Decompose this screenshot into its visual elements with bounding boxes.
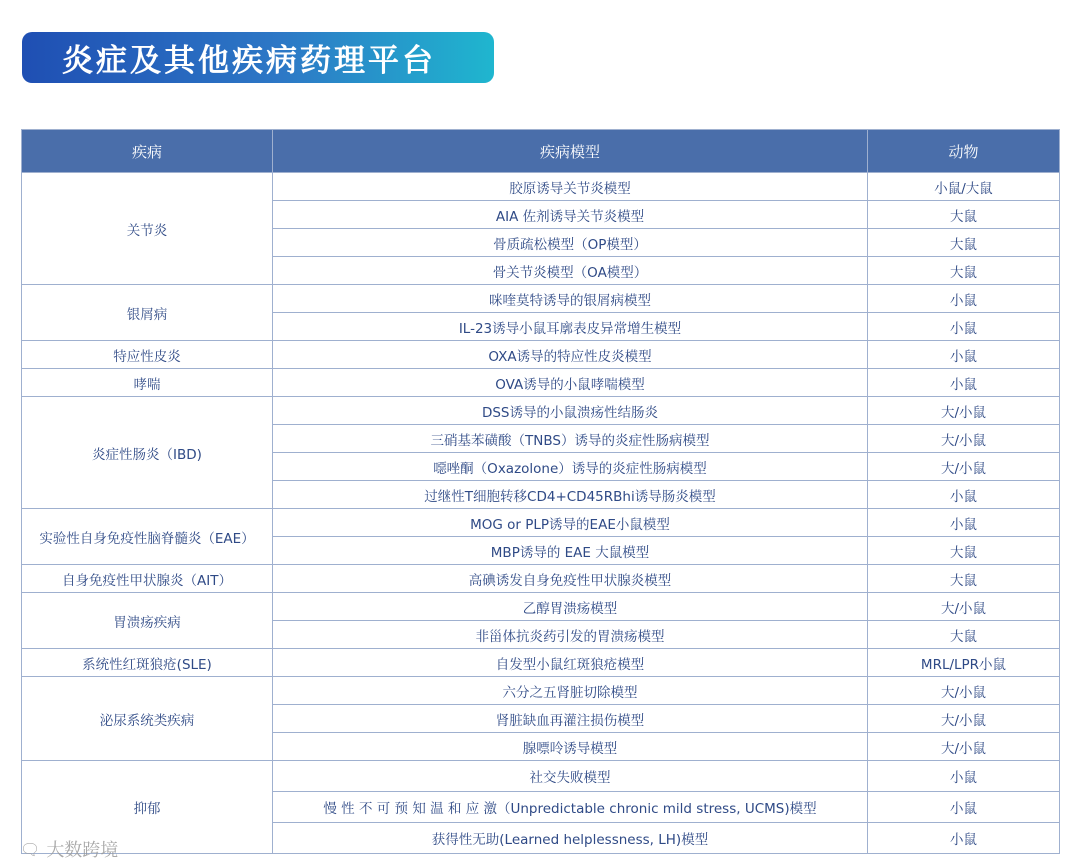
disease-cell: 自身免疫性甲状腺炎（AIT）	[22, 565, 273, 593]
disease-cell: 系统性红斑狼疮(SLE)	[22, 649, 273, 677]
animal-cell: 小鼠	[868, 761, 1060, 792]
disease-cell: 实验性自身免疫性脑脊髓炎（EAE）	[22, 509, 273, 565]
model-cell: 骨关节炎模型（OA模型）	[273, 257, 868, 285]
model-cell: OVA诱导的小鼠哮喘模型	[273, 369, 868, 397]
header-disease: 疾病	[22, 130, 273, 173]
model-cell: 过继性T细胞转移CD4+CD45RBhi诱导肠炎模型	[273, 481, 868, 509]
animal-cell: 大鼠	[868, 229, 1060, 257]
model-cell: 三硝基苯磺酸（TNBS）诱导的炎症性肠病模型	[273, 425, 868, 453]
table-row	[22, 761, 1060, 792]
animal-cell: 大鼠	[868, 257, 1060, 285]
table-row	[22, 593, 1060, 621]
animal-cell: 大鼠	[868, 565, 1060, 593]
watermark-text: 大数跨境	[46, 840, 119, 861]
table-header-row	[22, 130, 1060, 173]
table-row	[22, 565, 1060, 593]
pharmacology-table	[21, 129, 1060, 854]
animal-cell: 小鼠/大鼠	[868, 173, 1060, 201]
chat-bubble-icon: 🗨	[20, 839, 41, 859]
model-cell: 噁唑酮（Oxazolone）诱导的炎症性肠病模型	[273, 453, 868, 481]
model-cell: 腺嘌呤诱导模型	[273, 733, 868, 761]
animal-cell: 小鼠	[868, 509, 1060, 537]
animal-cell: 小鼠	[868, 369, 1060, 397]
animal-cell: 大鼠	[868, 621, 1060, 649]
model-cell: 肾脏缺血再灌注损伤模型	[273, 705, 868, 733]
animal-cell: 小鼠	[868, 481, 1060, 509]
model-cell: 六分之五肾脏切除模型	[273, 677, 868, 705]
model-cell: MBP诱导的 EAE 大鼠模型	[273, 537, 868, 565]
page-title: 炎症及其他疾病药理平台	[62, 43, 436, 79]
table-row	[22, 397, 1060, 425]
animal-cell: MRL/LPR小鼠	[868, 649, 1060, 677]
model-cell: OXA诱导的特应性皮炎模型	[273, 341, 868, 369]
table-row	[22, 509, 1060, 537]
model-cell: DSS诱导的小鼠溃疡性结肠炎	[273, 397, 868, 425]
animal-cell: 大鼠	[868, 537, 1060, 565]
model-cell: 骨质疏松模型（OP模型）	[273, 229, 868, 257]
table-row	[22, 677, 1060, 705]
model-cell: 自发型小鼠红斑狼疮模型	[273, 649, 868, 677]
model-cell: 慢 性 不 可 预 知 温 和 应 激（Unpredictable chronic mild stress, UCMS)模型	[273, 792, 868, 823]
model-cell: 乙醇胃溃疡模型	[273, 593, 868, 621]
disease-cell: 关节炎	[22, 173, 273, 285]
table-row	[22, 173, 1060, 201]
watermark	[20, 836, 118, 862]
animal-cell: 小鼠	[868, 792, 1060, 823]
model-cell: 获得性无助(Learned helplessness, LH)模型	[273, 823, 868, 854]
model-cell: AIA 佐剂诱导关节炎模型	[273, 201, 868, 229]
disease-cell: 胃溃疡疾病	[22, 593, 273, 649]
animal-cell: 大/小鼠	[868, 705, 1060, 733]
table-row	[22, 341, 1060, 369]
header-model: 疾病模型	[273, 130, 868, 173]
model-cell: 高碘诱发自身免疫性甲状腺炎模型	[273, 565, 868, 593]
animal-cell: 大/小鼠	[868, 677, 1060, 705]
header-animal: 动物	[868, 130, 1060, 173]
table-row	[22, 649, 1060, 677]
disease-cell: 哮喘	[22, 369, 273, 397]
animal-cell: 大/小鼠	[868, 733, 1060, 761]
model-cell: 咪喹莫特诱导的银屑病模型	[273, 285, 868, 313]
table-row	[22, 369, 1060, 397]
animal-cell: 大鼠	[868, 201, 1060, 229]
animal-cell: 大/小鼠	[868, 593, 1060, 621]
disease-cell: 银屑病	[22, 285, 273, 341]
model-cell: 胶原诱导关节炎模型	[273, 173, 868, 201]
animal-cell: 小鼠	[868, 341, 1060, 369]
page-title-banner	[22, 32, 494, 83]
disease-cell: 泌尿系统类疾病	[22, 677, 273, 761]
disease-cell: 特应性皮炎	[22, 341, 273, 369]
animal-cell: 小鼠	[868, 313, 1060, 341]
animal-cell: 小鼠	[868, 823, 1060, 854]
model-cell: IL-23诱导小鼠耳廓表皮异常增生模型	[273, 313, 868, 341]
model-cell: 社交失败模型	[273, 761, 868, 792]
table-row	[22, 285, 1060, 313]
animal-cell: 大/小鼠	[868, 397, 1060, 425]
model-cell: MOG or PLP诱导的EAE小鼠模型	[273, 509, 868, 537]
animal-cell: 大/小鼠	[868, 425, 1060, 453]
disease-cell: 炎症性肠炎（IBD)	[22, 397, 273, 509]
animal-cell: 大/小鼠	[868, 453, 1060, 481]
animal-cell: 小鼠	[868, 285, 1060, 313]
model-cell: 非甾体抗炎药引发的胃溃疡模型	[273, 621, 868, 649]
disease-cell: 抑郁	[22, 761, 273, 854]
